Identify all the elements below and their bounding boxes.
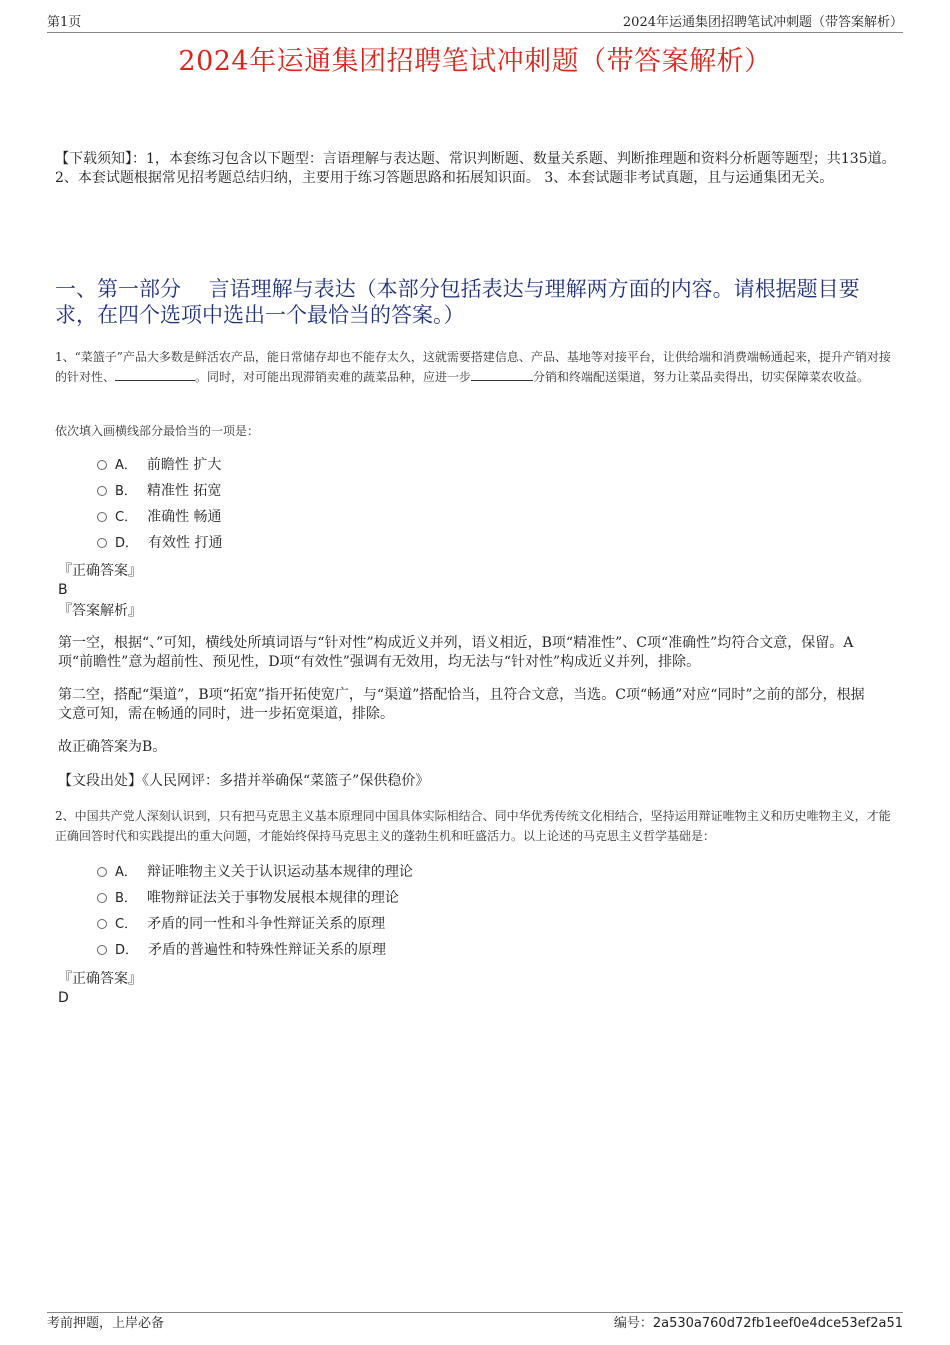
radio-icon[interactable]	[97, 893, 107, 903]
q1-analysis-para-1: 第一空，根据“、”可知，横线处所填词语与“针对性”构成近义并列，语义相近，B项“精准性”、C项“准确性”均符合文意，保留。A项“前瞻性”意为超前性、预见性，D项“有效性”强调有无效用，均无法与“针对性”构成近义并列，排除。	[58, 635, 854, 670]
footer-code-label: 编号：	[613, 1316, 653, 1331]
option-label: 准确性 畅通	[147, 509, 222, 525]
section-title: 一、第一部分 言语理解与表达（本部分包括表达与理解两方面的内容。请根据题目要求，在四个选项中选出一个最恰当的答案。）	[55, 277, 860, 327]
radio-icon[interactable]	[97, 538, 107, 548]
question-1-text-b: 。同时，对可能出现滞销卖难的蔬菜品种，应进一步	[195, 370, 472, 384]
q1-option-d[interactable]: D． 有效性 打通	[97, 533, 222, 554]
q2-option-d[interactable]: D． 矛盾的普遍性和特殊性辩证关系的原理	[97, 940, 386, 961]
q2-option-b[interactable]: B． 唯物辩证法关于事物发展根本规律的理论	[97, 888, 399, 909]
footer-slogan: 考前押题，上岸必备	[47, 1316, 165, 1331]
radio-icon[interactable]	[97, 460, 107, 470]
q1-option-c[interactable]: C． 准确性 畅通	[97, 507, 222, 528]
download-notice: 【下载须知】：1，本套练习包含以下题型：言语理解与表达题、常识判断题、数量关系题、判断推理题和资料分析题等题型；共135道。 2、本套试题根据常见招考题总结归纳，主要用于练习答题思路和拓展知识面。 3、本套试题非考试真题，且与运通集团无关。	[55, 151, 896, 186]
q2-option-a[interactable]: A． 辩证唯物主义关于认识运动基本规律的理论	[97, 862, 413, 883]
q1-analysis-para-2: 第二空，搭配“渠道”，B项“拓宽”指开拓使宽广，与“渠道”搭配恰当，且符合文意，当选。C项“畅通”对应“同时”之前的部分，根据文意可知，需在畅通的同时，进一步拓宽渠道，排除。	[58, 687, 865, 722]
radio-icon[interactable]	[97, 867, 107, 877]
fill-blank-1	[115, 368, 195, 381]
question-1-text-a: 1、“菜篮子”产品大多数是鲜活农产品，能日常储存却也不能存太久，这就需要搭建信息、产品、基地等对接平台，让供给端和消费端畅通起来，提升产销对接的针对性、	[55, 350, 891, 384]
q1-source: 【文段出处】《人民网评：多措并举确保“菜篮子”保供稳价》	[58, 773, 430, 789]
q1-option-a[interactable]: A． 前瞻性 扩大	[97, 455, 221, 476]
q1-answer: B	[58, 582, 68, 598]
q2-answer-label: 『正确答案』	[58, 971, 142, 987]
fill-blank-2	[471, 368, 533, 381]
q2-option-c[interactable]: C． 矛盾的同一性和斗争性辩证关系的原理	[97, 914, 385, 935]
question-1-text-c: 分销和终端配送渠道，努力让菜品卖得出，切实保障菜农收益。	[533, 370, 870, 384]
footer-code	[614, 1315, 903, 1333]
q1-analysis-para-3: 故正确答案为B。	[58, 739, 167, 755]
option-label: 辩证唯物主义关于认识运动基本规律的理论	[146, 864, 413, 880]
question-2-stem: 2、中国共产党人深刻认识到，只有把马克思主义基本原理同中国具体实际相结合、同中华优秀传统文化相结合，坚持运用辩证唯物主义和历史唯物主义，才能正确回答时代和实践提出的重大问题，才能始终保持马克思主义的蓬勃生机和旺盛活力。以上论述的马克思主义哲学基础是：	[55, 809, 891, 843]
option-label: 前瞻性 扩大	[146, 457, 222, 473]
radio-icon[interactable]	[97, 512, 107, 522]
option-label: 矛盾的同一性和斗争性辩证关系的原理	[147, 916, 386, 932]
question-1-prompt: 依次填入画横线部分最恰当的一项是：	[55, 424, 260, 438]
option-label: 有效性 打通	[148, 535, 223, 551]
footer-code-value: 2a530a760d72fb1eef0e4dce53ef2a51	[652, 1316, 903, 1331]
option-label: 矛盾的普遍性和特殊性辩证关系的原理	[148, 942, 387, 958]
option-label: 精准性 拓宽	[146, 483, 222, 499]
page-number: 第1页	[47, 15, 82, 30]
header-doc-title: 2024年运通集团招聘笔试冲刺题（带答案解析）	[622, 15, 903, 30]
question-1-stem	[55, 347, 900, 387]
radio-icon[interactable]	[97, 945, 107, 955]
page-header	[47, 14, 903, 33]
radio-icon[interactable]	[97, 919, 107, 929]
option-label: 唯物辩证法关于事物发展根本规律的理论	[146, 890, 399, 906]
q1-answer-label: 『正确答案』	[58, 563, 142, 579]
q1-analysis-label: 『答案解析』	[58, 603, 142, 619]
document-title: 2024年运通集团招聘笔试冲刺题（带答案解析）	[178, 46, 772, 77]
q1-option-b[interactable]: B． 精准性 拓宽	[97, 481, 221, 502]
q2-answer: D	[58, 990, 69, 1006]
page-footer	[47, 1312, 903, 1335]
radio-icon[interactable]	[97, 486, 107, 496]
